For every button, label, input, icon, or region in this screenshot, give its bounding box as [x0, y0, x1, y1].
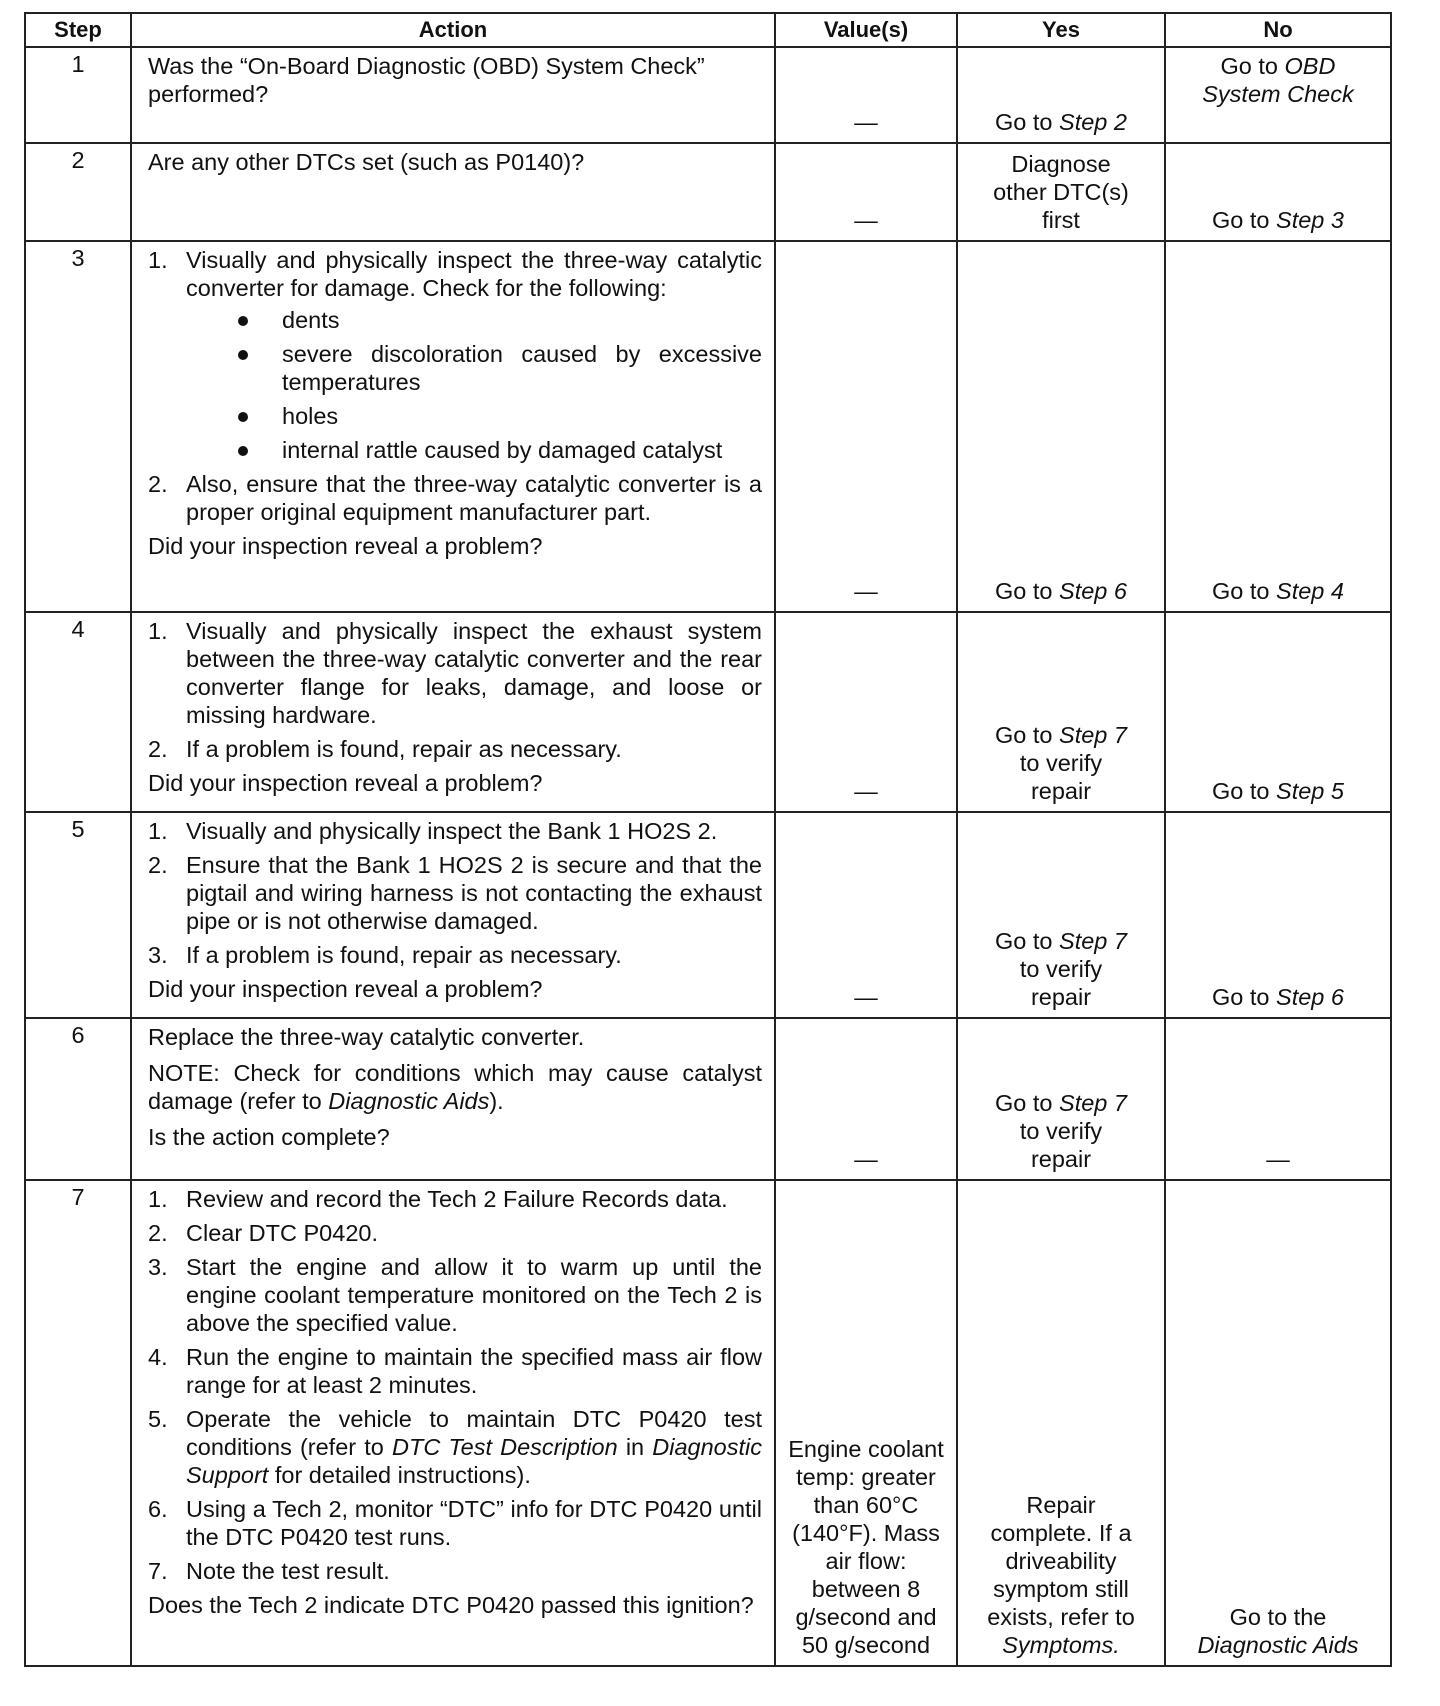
- yes-text: Go to: [995, 109, 1060, 135]
- list-item-text: Using a Tech 2, monitor “DTC” info for DTC P0420 until the DTC P0420 test runs.: [186, 1496, 762, 1550]
- bullet-item: [186, 436, 762, 464]
- yes-text: Go to: [995, 578, 1060, 604]
- header-action: Action: [131, 13, 775, 47]
- yes-link: Step 2: [1059, 109, 1127, 135]
- header-step: Step: [25, 13, 131, 47]
- yes-text: Go to: [995, 928, 1060, 954]
- table-row: [25, 1180, 1391, 1666]
- list-item-text: Note the test result.: [186, 1558, 390, 1584]
- list-item-text: If a problem is found, repair as necessary.: [186, 736, 622, 762]
- yes-text-suffix: to verify repair: [1019, 1118, 1103, 1172]
- step-number: 6: [25, 1018, 131, 1180]
- no-cell: [1165, 143, 1391, 241]
- value-cell: —: [775, 241, 957, 612]
- note-prefix: NOTE: Check for conditions which may cause catalyst damage (refer to: [148, 1060, 762, 1114]
- step-number: 7: [25, 1180, 131, 1666]
- yes-text: Go to: [995, 1090, 1060, 1116]
- step-number: 4: [25, 612, 131, 812]
- action-list: [148, 1185, 762, 1585]
- value-cell: —: [775, 812, 957, 1018]
- step-number: 2: [25, 143, 131, 241]
- list-item: 6. Using a Tech 2, monitor “DTC” info for DTC P0420 until the DTC P0420 test runs.: [148, 1496, 762, 1550]
- no-cell: [1165, 612, 1391, 812]
- list-item-text: Visually and physically inspect the three-way catalytic converter for damage. Check for the following:: [186, 247, 762, 301]
- action-cell: [131, 612, 775, 812]
- no-text: Go to the: [1229, 1604, 1327, 1630]
- action-cell: [131, 143, 775, 241]
- note-suffix: ).: [489, 1088, 504, 1114]
- action-cell: [131, 1018, 775, 1180]
- diagnostic-table: [24, 12, 1392, 1667]
- no-cell: [1165, 241, 1391, 612]
- reference-diagnostic-support: Diagnostic Support: [186, 1434, 762, 1488]
- no-text: Go to: [1212, 984, 1277, 1010]
- yes-link: Step 7: [1059, 928, 1127, 954]
- no-text: Go to: [1212, 207, 1277, 233]
- action-text: Replace the three-way catalytic converter.: [148, 1024, 585, 1050]
- list-item: 7. Note the test result.: [148, 1558, 390, 1584]
- yes-cell: [957, 1018, 1165, 1180]
- no-text: Go to: [1212, 778, 1277, 804]
- reference-dtc-test-description: DTC Test Description: [392, 1434, 618, 1460]
- list-item-text: Also, ensure that the three-way catalytic converter is a proper original equipment manufacturer part.: [186, 471, 762, 525]
- list-item: 2. Also, ensure that the three-way catalytic converter is a proper original equipment manufacturer part.: [148, 471, 762, 525]
- list-item-text: for detailed instructions).: [268, 1462, 531, 1488]
- question-text: Does the Tech 2 indicate DTC P0420 passed this ignition?: [148, 1592, 754, 1618]
- diagnostic-table-sheet: [24, 12, 1390, 1667]
- header-values: Value(s): [775, 13, 957, 47]
- list-item-text: Clear DTC P0420.: [186, 1220, 378, 1246]
- list-item-text: Run the engine to maintain the specified mass air flow range for at least 2 minutes.: [186, 1344, 762, 1398]
- step-number: 1: [25, 47, 131, 143]
- bullet-text: internal rattle caused by damaged catalyst: [282, 437, 723, 463]
- header-row: [25, 13, 1391, 47]
- yes-link: Step 7: [1059, 722, 1127, 748]
- yes-text: Go to: [995, 722, 1060, 748]
- bullet-list: [186, 306, 762, 464]
- list-item: 5. Operate the vehicle to maintain DTC P0420 test conditions (refer to DTC Test Description in Diagnostic Support for detailed instructions).: [148, 1406, 762, 1488]
- list-item: 1. Visually and physically inspect the exhaust system between the three-way catalytic converter and the rear converter flange for leaks, damage, and loose or missing hardware.: [148, 618, 762, 728]
- no-cell: [1165, 47, 1391, 143]
- list-item: 1. Visually and physically inspect the three-way catalytic converter for damage. Check for the following: dents severe discoloration caused by excessive temperatures holes internal rattle caused by damaged catalyst: [148, 247, 762, 463]
- bullet-item: [186, 306, 762, 334]
- bullet-icon: [238, 350, 248, 360]
- note-text: [148, 1059, 762, 1115]
- yes-link: Step 6: [1059, 578, 1127, 604]
- note-reference: Diagnostic Aids: [328, 1088, 490, 1114]
- action-list: [148, 246, 762, 526]
- table-row: [25, 612, 1391, 812]
- action-text: Are any other DTCs set (such as P0140)?: [148, 149, 585, 175]
- list-item: 2. If a problem is found, repair as necessary.: [148, 736, 622, 762]
- bullet-text: dents: [282, 307, 340, 333]
- step-number: 3: [25, 241, 131, 612]
- question-text: Did your inspection reveal a problem?: [148, 770, 543, 796]
- yes-cell: [957, 1180, 1165, 1666]
- action-list: [148, 817, 762, 969]
- no-link: Step 5: [1276, 778, 1344, 804]
- list-item: 2. Ensure that the Bank 1 HO2S 2 is secure and that the pigtail and wiring harness is not contacting the exhaust pipe or is not otherwise damaged.: [148, 852, 762, 934]
- list-item: 3. Start the engine and allow it to warm up until the engine coolant temperature monitored on the Tech 2 is above the specified value.: [148, 1254, 762, 1336]
- no-cell: [1165, 1180, 1391, 1666]
- list-item-text: Ensure that the Bank 1 HO2S 2 is secure and that the pigtail and wiring harness is not contacting the exhaust pipe or is not otherwise damaged.: [186, 852, 762, 934]
- header-yes: Yes: [957, 13, 1165, 47]
- action-cell: [131, 1180, 775, 1666]
- yes-link: Symptoms.: [1002, 1632, 1120, 1658]
- yes-cell: [957, 241, 1165, 612]
- table-row: [25, 241, 1391, 612]
- list-item-text: If a problem is found, repair as necessary.: [186, 942, 622, 968]
- yes-link: Step 7: [1059, 1090, 1127, 1116]
- no-cell: —: [1165, 1018, 1391, 1180]
- list-item-text: in: [617, 1434, 653, 1460]
- no-link: Diagnostic Aids: [1197, 1632, 1359, 1658]
- list-item: 1. Visually and physically inspect the Bank 1 HO2S 2.: [148, 818, 718, 844]
- no-cell: [1165, 812, 1391, 1018]
- list-item-text: Visually and physically inspect the exhaust system between the three-way catalytic converter and the rear converter flange for leaks, damage, and loose or missing hardware.: [186, 618, 762, 728]
- no-link: Step 3: [1276, 207, 1344, 233]
- action-cell: [131, 241, 775, 612]
- list-item-text: Review and record the Tech 2 Failure Records data.: [186, 1186, 728, 1212]
- question-text: Is the action complete?: [148, 1124, 390, 1150]
- list-item-text: Start the engine and allow it to warm up until the engine coolant temperature monitored on the Tech 2 is above the specified value.: [186, 1254, 762, 1336]
- bullet-icon: [238, 446, 248, 456]
- yes-cell: [957, 812, 1165, 1018]
- question-text: Did your inspection reveal a problem?: [148, 976, 543, 1002]
- header-no: No: [1165, 13, 1391, 47]
- yes-text-suffix: to verify repair: [1019, 750, 1103, 804]
- action-cell: [131, 47, 775, 143]
- list-item-text: Operate the vehicle to maintain DTC P0420 test conditions (refer to: [186, 1406, 762, 1460]
- no-link: Step 6: [1276, 984, 1344, 1010]
- yes-text: Repair complete. If a driveability symptom still exists, refer to: [987, 1492, 1135, 1630]
- yes-cell: [957, 47, 1165, 143]
- list-item: 3. If a problem is found, repair as necessary.: [148, 942, 622, 968]
- table-row: [25, 1018, 1391, 1180]
- bullet-icon: [238, 316, 248, 326]
- no-text: Go to: [1220, 53, 1285, 79]
- table-row: [25, 47, 1391, 143]
- bullet-text: severe discoloration caused by excessive temperatures: [282, 341, 762, 395]
- table-row: [25, 812, 1391, 1018]
- table-row: [25, 143, 1391, 241]
- yes-cell: [957, 612, 1165, 812]
- no-link: OBD System Check: [1202, 53, 1354, 107]
- value-cell: Engine coolant temp: greater than 60°C (140°F). Mass air flow: between 8 g/second and 50 g/second: [775, 1180, 957, 1666]
- action-text: Was the “On-Board Diagnostic (OBD) System Check” performed?: [148, 53, 705, 107]
- list-item: 4. Run the engine to maintain the specified mass air flow range for at least 2 minutes.: [148, 1344, 762, 1398]
- no-text: Go to: [1212, 578, 1277, 604]
- action-list: [148, 617, 762, 763]
- bullet-icon: [238, 412, 248, 422]
- no-link: Step 4: [1276, 578, 1344, 604]
- bullet-item: [186, 340, 762, 396]
- yes-cell: Diagnose other DTC(s) first: [957, 143, 1165, 241]
- list-item: 2. Clear DTC P0420.: [148, 1220, 378, 1246]
- value-cell: —: [775, 47, 957, 143]
- value-cell: —: [775, 1018, 957, 1180]
- list-item-text: Visually and physically inspect the Bank 1 HO2S 2.: [186, 818, 718, 844]
- yes-text-suffix: to verify repair: [1019, 956, 1103, 1010]
- value-cell: —: [775, 612, 957, 812]
- step-number: 5: [25, 812, 131, 1018]
- action-cell: [131, 812, 775, 1018]
- bullet-text: holes: [282, 403, 339, 429]
- value-cell: —: [775, 143, 957, 241]
- list-item: 1. Review and record the Tech 2 Failure Records data.: [148, 1186, 728, 1212]
- question-text: Did your inspection reveal a problem?: [148, 533, 543, 559]
- bullet-item: [186, 402, 762, 430]
